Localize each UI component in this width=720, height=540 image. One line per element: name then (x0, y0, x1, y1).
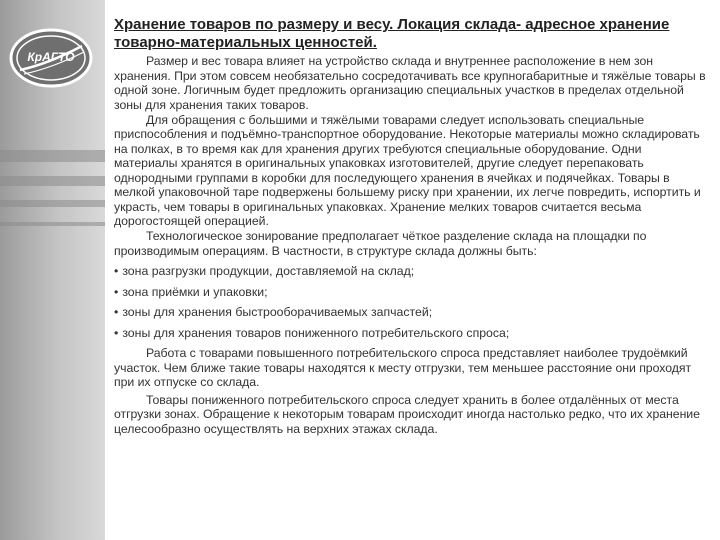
bullet-icon: • (114, 305, 119, 319)
document-content (114, 16, 708, 437)
bullet-icon: • (114, 325, 119, 340)
logo-text: КрАГТО (27, 50, 75, 64)
list-item-text: зона разгрузки продукции, доставляемой на склад; (122, 264, 415, 278)
list-item (114, 285, 708, 300)
paragraph: Технологическое зонирование предполагает чёткое разделение склада на площадки по производимым операциям. В частности, в структуре склада должны быть: (114, 229, 647, 258)
logo-emblem-icon (8, 26, 94, 90)
list-item-text: зоны для хранения быстрооборачиваемых запчастей; (122, 305, 433, 319)
sidebar-stripe (0, 176, 105, 186)
list-item (114, 326, 708, 341)
sidebar-stripe (0, 200, 105, 207)
sidebar-stripe (0, 150, 105, 162)
logo (8, 26, 94, 90)
paragraph: Размер и вес товара влияет на устройство склада и внутреннее расположение в нем зон хранения. При этом совсем необязательно сосредотачивать все крупногабаритные и тяжёлые товары в одной зоне. Логичным будет предложить организацию специальных участков в пределах отдельной зоны для хранения таких товаров. (114, 54, 706, 112)
sidebar-stripe (0, 222, 105, 226)
list-item-text: зоны для хранения товаров пониженного потребительского спроса; (122, 325, 510, 340)
list-item (114, 305, 708, 320)
paragraph: Товары пониженного потребительского спроса следует хранить в более отдалённых от места отгрузки зонах. Обращение к некоторым товарам происходит иногда настолько редко, что их хранение целесообразно осуществлять на верхних этажах склада. (114, 392, 700, 436)
list-item-text: зона приёмки и упаковки; (122, 284, 268, 299)
sidebar-panel (0, 0, 105, 540)
paragraph: Для обращения с большими и тяжёлыми товарами следует использовать специальные приспособления и подъёмно-транспортное оборудование. Некоторые материалы можно складировать на полках, в то время как для хранения других требуются специальные оборудование. Одни материалы хранятся в оригинальных упаковках изготовителей, другие следует перепаковать однородными группами в коробки для последующего хранения в ячейках и подячейках. Товары в мелкой упаковочной таре подвержены большему риску при хранении, их легче повредить, испортить и украсть, чем товары в оригинальных упаковках. Хранение мелких товаров считается весьма дорогостоящей операцией. (114, 112, 701, 228)
bullet-icon: • (114, 264, 119, 278)
paragraph: Работа с товарами повышенного потребительского спроса представляет наиболее трудоёмкий участок. Чем ближе такие товары находятся к месту отгрузки, тем меньшее расстояние они проходят при их отпуске со склада. (114, 346, 692, 389)
list-item (114, 264, 708, 279)
document-title: Хранение товаров по размеру и весу. Локация склада- адресное хранение товарно-материальных ценностей. (114, 16, 670, 51)
zones-list (114, 264, 708, 340)
bullet-icon: • (114, 284, 119, 299)
